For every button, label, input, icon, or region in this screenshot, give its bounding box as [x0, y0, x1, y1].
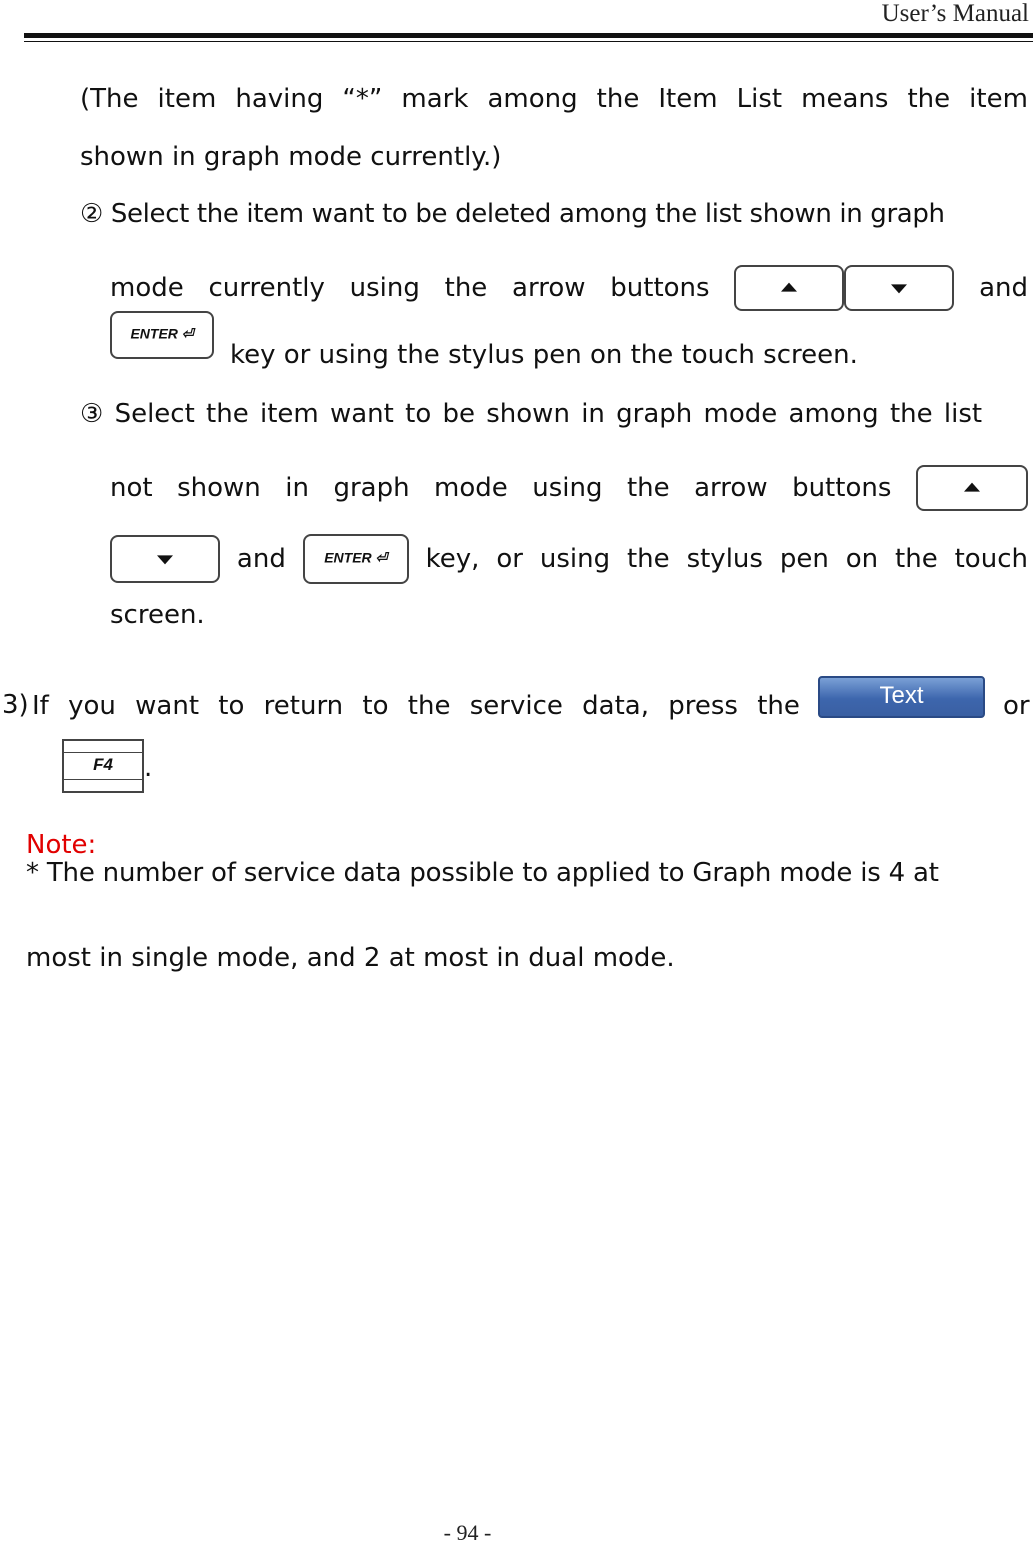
- step2-line-2: [110, 265, 1028, 311]
- word: service: [469, 691, 563, 721]
- word: stylus: [686, 544, 763, 574]
- note-line-1: * The number of service data possible to applied to Graph mode is 4 at: [26, 858, 939, 888]
- word: buttons: [610, 273, 710, 303]
- word: pen: [779, 544, 829, 574]
- item3-line-1: [32, 691, 800, 721]
- word: or: [496, 544, 523, 574]
- step3-line-3: [110, 533, 1028, 585]
- paragraph-line-1: [80, 84, 1028, 114]
- item3-number: 3): [2, 690, 29, 720]
- word: “*”: [342, 84, 383, 114]
- f4-key-band-top: [64, 752, 142, 753]
- word: touch: [954, 544, 1028, 574]
- word: to: [362, 691, 389, 721]
- step3-line-2: [110, 465, 1028, 511]
- enter-key-label: ENTER ⏎: [130, 325, 194, 342]
- step3-line-4: screen.: [110, 600, 205, 630]
- word: shown: [177, 473, 261, 503]
- word: mark: [401, 84, 469, 114]
- word: the: [626, 473, 670, 503]
- paragraph-line-2: shown in graph mode currently.): [80, 142, 502, 172]
- word: (The: [80, 84, 139, 114]
- word: you: [68, 691, 116, 721]
- word: having: [235, 84, 324, 114]
- header-rule-thin: [24, 41, 1033, 42]
- f4-key-label: F4: [93, 755, 113, 774]
- arrow-up-key: [734, 265, 844, 311]
- header-title: User’s Manual: [881, 0, 1029, 27]
- arrow-up-icon: [964, 483, 980, 492]
- word: using: [349, 273, 420, 303]
- word: Item: [658, 84, 718, 114]
- f4-key-band-bottom: [64, 779, 142, 780]
- word: the: [407, 691, 451, 721]
- f4-key: [62, 739, 144, 793]
- word: the: [626, 544, 670, 574]
- word: among: [487, 84, 578, 114]
- word: graph: [333, 473, 410, 503]
- arrow-keys: [734, 265, 954, 311]
- word: item: [157, 84, 217, 114]
- word: buttons: [792, 473, 892, 503]
- word: on: [845, 544, 879, 574]
- word: means: [801, 84, 889, 114]
- step3-line-1: ③ Select the item want to be shown in graph mode among the list: [80, 399, 983, 429]
- arrow-down-key: [110, 535, 220, 583]
- item3-or: or: [1003, 691, 1030, 721]
- word: the: [444, 273, 488, 303]
- arrow-down-icon: [891, 284, 907, 293]
- enter-key-label: ENTER ⏎: [324, 549, 388, 566]
- word: and: [979, 273, 1028, 303]
- enter-key: [110, 311, 214, 359]
- step2-line-3-text: key or using the stylus pen on the touch screen.: [230, 340, 858, 370]
- word: mode: [434, 473, 508, 503]
- word: want: [135, 691, 200, 721]
- word: data,: [582, 691, 649, 721]
- word: key,: [425, 544, 480, 574]
- word: item: [969, 84, 1028, 114]
- word: and: [236, 544, 286, 574]
- word: the: [757, 691, 800, 721]
- word: currently: [208, 273, 325, 303]
- item3-period: .: [144, 753, 153, 783]
- word: using: [539, 544, 611, 574]
- arrow-down-icon: [157, 555, 173, 564]
- arrow-up-icon: [781, 283, 797, 292]
- page-number: - 94 -: [443, 1520, 492, 1545]
- word: to: [218, 691, 245, 721]
- word: arrow: [512, 273, 586, 303]
- word: return: [263, 691, 344, 721]
- header-rule: [24, 33, 1033, 38]
- word: arrow: [694, 473, 768, 503]
- word: not: [110, 473, 153, 503]
- word: press: [668, 691, 738, 721]
- word: the: [596, 84, 640, 114]
- word: If: [32, 691, 49, 721]
- word: List: [736, 84, 783, 114]
- word: the: [907, 84, 951, 114]
- arrow-down-key: [844, 265, 954, 311]
- arrow-up-key: [916, 465, 1028, 511]
- word: mode: [110, 273, 184, 303]
- enter-key: [303, 534, 409, 584]
- note-title: Note:: [26, 830, 97, 860]
- text-button: Text: [818, 676, 985, 718]
- step2-line-1: ② Select the item want to be deleted among the list shown in graph: [80, 199, 945, 229]
- word: in: [285, 473, 309, 503]
- word: the: [895, 544, 938, 574]
- note-line-2: most in single mode, and 2 at most in dual mode.: [26, 943, 675, 973]
- word: using: [532, 473, 603, 503]
